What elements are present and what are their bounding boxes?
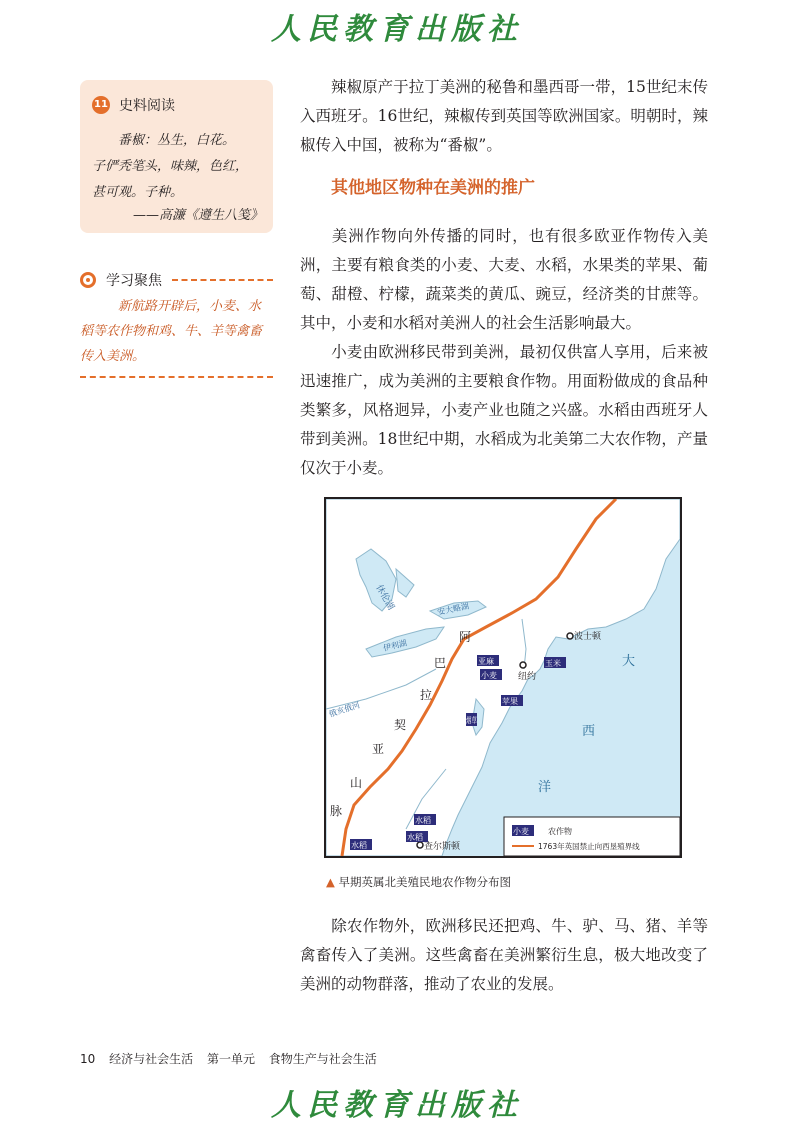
svg-text:苹果: 苹果 bbox=[502, 697, 518, 706]
svg-text:农作物: 农作物 bbox=[548, 827, 572, 836]
learning-focus-text: 新航路开辟后，小麦、水稻等农作物和鸡、牛、羊等禽畜传入美洲。 bbox=[80, 299, 263, 364]
lake-ontario-label: 安大略湖 bbox=[436, 601, 470, 617]
quote-line-2: 子俨秃笔头，味辣，色红， bbox=[92, 159, 249, 174]
svg-text:1763年英国禁止向西垦殖界线: 1763年英国禁止向西垦殖界线 bbox=[538, 842, 640, 851]
charleston-marker bbox=[417, 842, 423, 848]
quote-line-3: 甚可观。子种。 bbox=[92, 185, 184, 200]
ocean-label-1: 大 bbox=[622, 654, 636, 669]
svg-text:水稻: 水稻 bbox=[351, 841, 367, 850]
crop-rice-3 bbox=[350, 839, 372, 850]
boston-label: 波士顿 bbox=[574, 632, 602, 642]
paragraph-1: 美洲作物向外传播的同时，也有很多欧亚作物传入美洲，主要有粮食类的小麦、大麦、水稻，水果类的苹果、葡萄、甜橙、柠檬，蔬菜类的黄瓜、豌豆，经济类的甘蔗等。其中，小麦和水稻对美洲人的社会生活影响最大。 bbox=[300, 227, 708, 332]
mountain-label-5: 亚 bbox=[372, 742, 385, 756]
source-reading-header bbox=[92, 95, 175, 115]
river-label: 俄亥俄河 bbox=[327, 700, 362, 719]
colonial-crop-map bbox=[324, 497, 682, 858]
source-reading-box bbox=[80, 80, 273, 233]
number-badge-icon: 11 bbox=[92, 96, 110, 114]
mountain-label-6: 山 bbox=[350, 776, 363, 790]
mountain-label-7: 脉 bbox=[330, 804, 343, 818]
map-legend bbox=[504, 817, 680, 856]
intro-paragraph-block bbox=[300, 73, 708, 160]
mountain-label-2: 巴 bbox=[434, 656, 447, 670]
map-caption: ▲ 早期英属北美殖民地农作物分布图 bbox=[326, 875, 512, 889]
dashed-divider bbox=[172, 279, 273, 281]
source-reading-title: 史料阅读 bbox=[119, 98, 175, 114]
body-paragraphs bbox=[300, 222, 708, 483]
page-footer bbox=[80, 1050, 387, 1067]
lake-erie-label: 伊利湖 bbox=[382, 638, 408, 653]
crop-corn bbox=[544, 657, 566, 668]
crop-rice-1 bbox=[414, 814, 436, 825]
crop-flax bbox=[477, 655, 499, 666]
svg-text:烟草: 烟草 bbox=[466, 716, 482, 725]
ocean-label-2: 西 bbox=[582, 724, 596, 739]
unit-title: 食物生产与社会生活 bbox=[268, 1052, 377, 1066]
svg-text:水稻: 水稻 bbox=[407, 833, 423, 842]
book-title: 经济与社会生活 bbox=[109, 1052, 194, 1066]
crop-tobacco bbox=[466, 713, 482, 726]
learning-focus-header bbox=[80, 270, 273, 290]
svg-text:亚麻: 亚麻 bbox=[478, 657, 494, 666]
crop-rice-2 bbox=[406, 831, 428, 842]
section-title: 其他地区物种在美洲的推广 bbox=[331, 178, 535, 198]
page-number: 10 bbox=[80, 1052, 96, 1066]
publisher-logo-top: 人民教育出版社 bbox=[271, 12, 523, 47]
closing-paragraph-block bbox=[300, 912, 708, 999]
svg-text:玉米: 玉米 bbox=[545, 659, 561, 668]
learning-focus-title: 学习聚焦 bbox=[106, 273, 162, 289]
mountain-label-3: 拉 bbox=[420, 688, 433, 702]
svg-text:小麦: 小麦 bbox=[481, 671, 497, 680]
charleston-label: 查尔斯顿 bbox=[424, 842, 461, 852]
mountain-label-4: 契 bbox=[394, 718, 407, 732]
boston-marker bbox=[567, 633, 573, 639]
new-york-label: 纽约 bbox=[518, 672, 537, 682]
crop-wheat bbox=[480, 669, 502, 680]
triangle-icon: ▲ bbox=[326, 875, 335, 889]
source-citation: ——高濂《遵生八笺》 bbox=[132, 208, 263, 223]
crop-apple bbox=[501, 695, 523, 706]
svg-text:小麦: 小麦 bbox=[513, 827, 529, 836]
publisher-logo-bottom: 人民教育出版社 bbox=[271, 1088, 523, 1123]
target-icon bbox=[80, 272, 96, 288]
paragraph-3: 除农作物外，欧洲移民还把鸡、牛、驴、马、猪、羊等禽畜传入了美洲。这些禽畜在美洲繁衍生息，极大地改变了美洲的动物群落，推动了农业的发展。 bbox=[300, 917, 708, 993]
mountain-label-1: 阿 bbox=[459, 630, 472, 644]
new-york-marker bbox=[520, 662, 526, 668]
source-reading-quote bbox=[92, 128, 268, 206]
map-svg bbox=[326, 499, 680, 856]
dashed-divider-bottom bbox=[80, 376, 273, 378]
quote-line-1: 番椒：丛生，白花。 bbox=[118, 133, 236, 148]
ocean-label-3: 洋 bbox=[538, 780, 552, 795]
svg-text:水稻: 水稻 bbox=[415, 816, 431, 825]
unit-label: 第一单元 bbox=[206, 1052, 255, 1066]
lake-huron-label: 休伦湖 bbox=[373, 583, 396, 612]
paragraph-2: 小麦由欧洲移民带到美洲，最初仅供富人享用，后来被迅速推广，成为美洲的主要粮食作物。用面粉做成的食品种类繁多，风格迥异，小麦产业也随之兴盛。水稻由西班牙人带到美洲。18世纪中期，水稻成为北美第二大农作物，产量仅次于小麦。 bbox=[300, 343, 708, 477]
intro-paragraph: 辣椒原产于拉丁美洲的秘鲁和墨西哥一带，15世纪末传入西班牙。16世纪，辣椒传到英国等欧洲国家。明朝时，辣椒传入中国，被称为“番椒”。 bbox=[300, 78, 708, 154]
